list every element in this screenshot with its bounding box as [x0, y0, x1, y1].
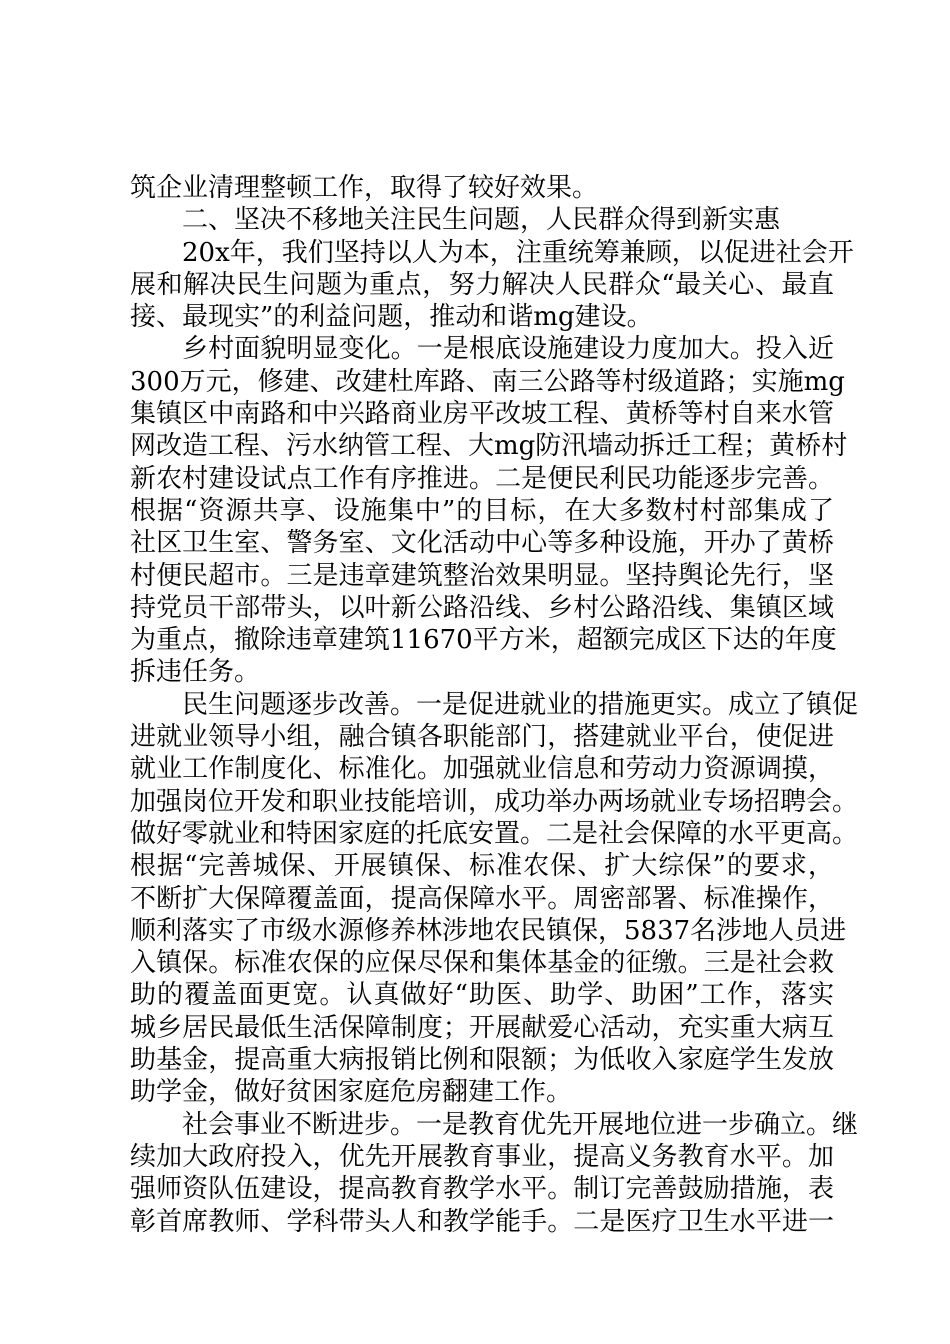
text-line: 300万元，修建、改建杜库路、南三公路等村级道路；实施mg [130, 366, 845, 397]
text-line: 村便民超市。三是违章建筑整治效果明显。坚持舆论先行，坚 [130, 560, 834, 591]
text-line: 20x年，我们坚持以人为本，注重统筹兼顾，以促进社会开 [182, 237, 854, 268]
text-line: 拆违任务。 [130, 657, 261, 688]
text-line: 助的覆盖面更宽。认真做好“助医、助学、助困”工作，落实 [130, 980, 834, 1011]
text-line: 新农村建设试点工作有序推进。二是便民利民功能逐步完善。 [130, 463, 834, 494]
text-line: 助基金，提高重大病报销比例和限额；为低收入家庭学生发放 [130, 1045, 834, 1076]
text-line: 持党员干部带头，以叶新公路沿线、乡村公路沿线、集镇区域 [130, 592, 834, 623]
document-page [130, 172, 859, 1238]
text-line: 强师资队伍建设，提高教育教学水平。制订完善鼓励措施，表 [130, 1174, 834, 1205]
text-line: 顺利落实了市级水源修养林涉地农民镇保，5837名涉地人员进 [130, 915, 847, 946]
text-line: 不断扩大保障覆盖面，提高保障水平。周密部署、标准操作， [130, 883, 834, 914]
text-line: 展和解决民生问题为重点，努力解决人民群众“最关心、最直 [130, 269, 834, 300]
text-line: 入镇保。标准农保的应保尽保和集体基金的征缴。三是社会救 [130, 948, 834, 979]
text-line: 网改造工程、污水纳管工程、大mg防汛墙动拆迁工程；黄桥村 [130, 431, 848, 462]
text-line: 根据“完善城保、开展镇保、标准农保、扩大综保”的要求， [130, 851, 834, 882]
text-line: 根据“资源共享、设施集中”的目标，在大多数村村部集成了 [130, 495, 834, 526]
text-line: 接、最现实”的利益问题，推动和谐mg建设。 [130, 302, 653, 333]
text-line: 二、坚决不移地关注民生问题，人民群众得到新实惠 [182, 205, 781, 236]
text-line: 就业工作制度化、标准化。加强就业信息和劳动力资源调摸， [130, 754, 834, 785]
text-line: 乡村面貌明显变化。一是根底设施建设力度加大。投入近 [182, 334, 834, 365]
text-line: 为重点，撤除违章建筑11670平方米，超额完成区下达的年度 [130, 625, 837, 656]
text-line: 助学金，做好贫困家庭危房翻建工作。 [130, 1077, 573, 1108]
text-line: 社区卫生室、警务室、文化活动中心等多种设施，开办了黄桥 [130, 528, 834, 559]
text-line: 集镇区中南路和中兴路商业房平改坡工程、黄桥等村自来水管 [130, 399, 834, 430]
text-line: 筑企业清理整顿工作，取得了较好效果。 [130, 173, 599, 203]
text-line: 彰首席教师、学科带头人和教学能手。二是医疗卫生水平进一 [130, 1206, 834, 1237]
text-line: 民生问题逐步改善。一是促进就业的措施更实。成立了镇促 [182, 689, 859, 720]
text-line: 做好零就业和特困家庭的托底安置。二是社会保障的水平更高。 [130, 818, 859, 849]
text-line: 城乡居民最低生活保障制度；开展献爱心活动，充实重大病互 [130, 1012, 834, 1043]
text-line: 进就业领导小组，融合镇各职能部门，搭建就业平台，使促进 [130, 722, 834, 753]
text-line: 加强岗位开发和职业技能培训，成功举办两场就业专场招聘会。 [130, 786, 859, 817]
text-line: 社会事业不断进步。一是教育优先开展地位进一步确立。继 [182, 1109, 859, 1140]
text-line: 续加大政府投入，优先开展教育事业，提高义务教育水平。加 [130, 1141, 834, 1172]
